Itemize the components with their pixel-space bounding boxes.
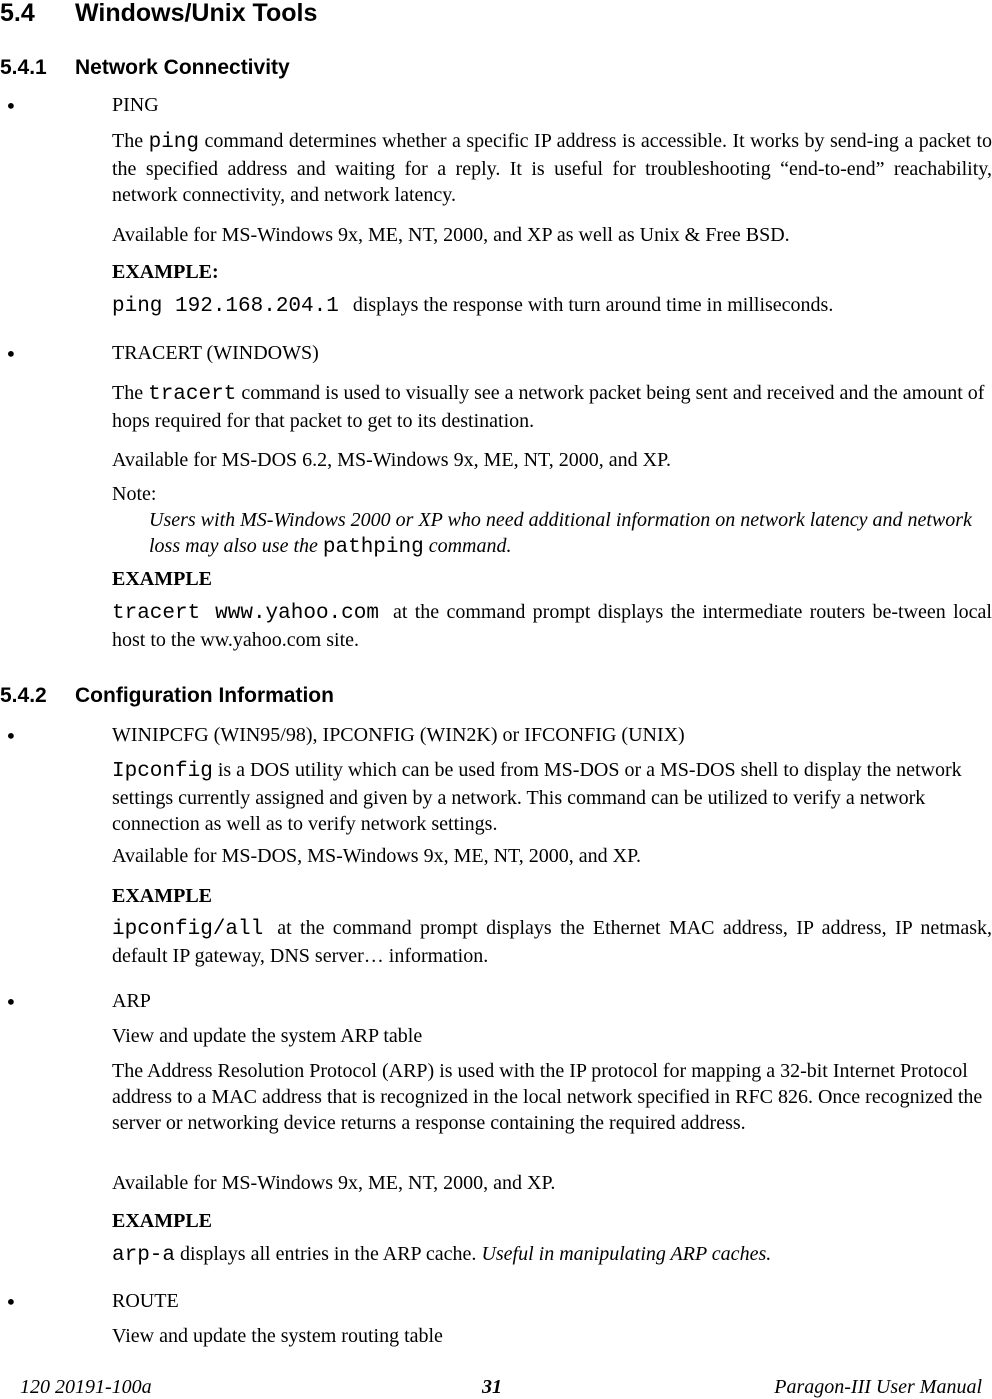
arp-description: The Address Resolution Protocol (ARP) is used with the IP protocol for mapping a 32-bit Internet Protocol address to a MAC address that is recognized in the local network specified in RFC 826. Once recognized the server or networking device returns a response containing the required address. <box>112 1060 983 1134</box>
section-heading <box>0 0 317 26</box>
tracert-availability: Available for MS-DOS 6.2, MS-Windows 9x, ME, NT, 2000, and XP. <box>112 449 671 471</box>
ipconfig-availability: Available for MS-DOS, MS-Windows 9x, ME, NT, 2000, and XP. <box>112 845 641 867</box>
tracert-example-text: at the command prompt displays the intermediate routers be-tween local host to the ww.yahoo.com site. <box>112 601 992 651</box>
ipconfig-example <box>112 915 992 969</box>
tracert-description <box>112 380 992 434</box>
tracert-note-cmd: pathping <box>322 536 424 559</box>
bullet-arp: • <box>5 990 17 1014</box>
subsection-title: Configuration Information <box>75 684 334 707</box>
ping-desc-post: command determines whether a specific IP address is accessible. It works by send-ing a packet to the specified address and waiting for a reply. It is useful for troubleshooting “end-to-end” reachability, network connectivity, and network latency. <box>112 130 992 206</box>
ping-example-text: displays the response with turn around time in milliseconds. <box>352 294 834 316</box>
tracert-desc-post: command is used to visually see a network packet being sent and received and the amount of hops required for that packet to get to its destination. <box>112 382 985 432</box>
ping-heading: PING <box>112 94 159 116</box>
bullet-ipconfig: • <box>5 724 17 748</box>
ipconfig-example-cmd: ipconfig/all <box>112 918 264 941</box>
ipconfig-example-label: EXAMPLE <box>112 885 212 907</box>
arp-example-text: displays all entries in the ARP cache. <box>175 1243 482 1265</box>
arp-example-cmd: arp-a <box>112 1244 176 1267</box>
tracert-note-label: Note: <box>112 483 157 505</box>
ping-desc-cmd: ping <box>148 131 200 154</box>
subsection-title: Network Connectivity <box>75 56 290 79</box>
subsection-heading-network-connectivity <box>0 56 290 80</box>
bullet-ping: • <box>5 94 17 118</box>
tracert-example-label: EXAMPLE <box>112 568 212 590</box>
subsection-heading-configuration-information <box>0 684 334 708</box>
section-title: Windows/Unix Tools <box>75 0 318 27</box>
arp-summary: View and update the system ARP table <box>112 1025 423 1047</box>
ipconfig-example-text: at the command prompt displays the Ethernet MAC address, IP address, IP netmask, default IP gateway, DNS server… information. <box>112 917 992 967</box>
tracert-desc-cmd: tracert <box>148 383 237 406</box>
bullet-tracert: • <box>5 342 17 366</box>
tracert-note-post: command. <box>423 535 512 557</box>
arp-availability: Available for MS-Windows 9x, ME, NT, 2000, and XP. <box>112 1172 556 1194</box>
ping-desc-pre: The <box>112 130 149 152</box>
tracert-example <box>112 599 992 653</box>
ping-availability: Available for MS-Windows 9x, ME, NT, 2000, and XP as well as Unix & Free BSD. <box>112 224 790 246</box>
section-number: 5.4 <box>0 0 35 27</box>
arp-example-label: EXAMPLE <box>112 1210 212 1232</box>
tracert-desc-pre: The <box>112 382 149 404</box>
tracert-note <box>149 507 992 561</box>
ping-example <box>112 292 992 320</box>
ping-description <box>112 128 992 208</box>
footer-page-number: 31 <box>482 1376 502 1398</box>
subsection-number: 5.4.1 <box>0 56 47 79</box>
footer-manual-title: Paragon-III User Manual <box>774 1376 982 1398</box>
tracert-note-pre: Users with MS-Windows 2000 or XP who need additional information on network latency and network loss may also use the <box>149 509 972 557</box>
tracert-heading: TRACERT (WINDOWS) <box>112 342 319 364</box>
ipconfig-description <box>112 757 992 837</box>
arp-example-note: Useful in manipulating ARP caches. <box>481 1243 772 1265</box>
arp-example <box>112 1241 992 1269</box>
arp-heading: ARP <box>112 990 151 1012</box>
subsection-number: 5.4.2 <box>0 684 47 707</box>
ipconfig-desc-post: is a DOS utility which can be used from MS-DOS or a MS-DOS shell to display the network settings currently assigned and given by a network. This command can be utilized to verify a network connection as well as to verify network settings. <box>112 759 962 835</box>
footer-doc-number: 120 20191-100a <box>20 1376 152 1398</box>
ping-example-cmd: ping 192.168.204.1 <box>112 295 339 318</box>
route-heading: ROUTE <box>112 1290 179 1312</box>
tracert-example-cmd: tracert www.yahoo.com <box>112 602 379 625</box>
ping-example-label: EXAMPLE: <box>112 261 219 283</box>
route-summary: View and update the system routing table <box>112 1325 443 1347</box>
ipconfig-desc-cmd: Ipconfig <box>112 760 213 783</box>
bullet-route: • <box>5 1290 17 1314</box>
ipconfig-heading: WINIPCFG (WIN95/98), IPCONFIG (WIN2K) or IFCONFIG (UNIX) <box>112 724 685 746</box>
